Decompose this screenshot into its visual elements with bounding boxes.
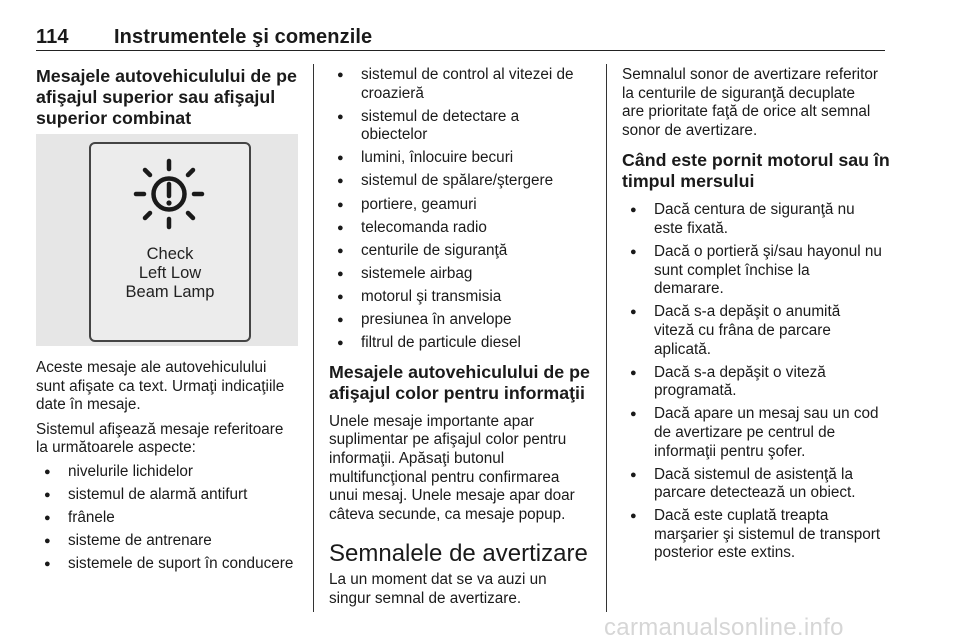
text-line: sonor de avertizare. — [622, 121, 758, 139]
heading-line: superior combinat — [36, 108, 192, 128]
list-item: ● sistemele de suport în conducere — [36, 555, 308, 574]
text-line: informaţii. Apăsaţi butonul — [329, 449, 505, 467]
paragraph — [36, 359, 308, 415]
text-line: la centurile de siguranţă decuplate — [622, 84, 856, 102]
list-item: ● telecomanda radio — [329, 219, 601, 238]
text-line: sunt complet închise la — [654, 261, 810, 279]
heading-line: timpul mersului — [622, 171, 755, 192]
list-item — [622, 303, 894, 359]
text-line: Dacă o portieră şi/sau hayonul nu — [654, 243, 882, 261]
text-line: sistemul de detectare a — [361, 107, 520, 125]
text-line: este fixată. — [654, 219, 728, 237]
list-item: ● sistemul de spălare/ştergere — [329, 172, 601, 191]
text-line: Dacă este cuplată treapta — [654, 507, 829, 525]
text-line: informaţii pentru şofer. — [654, 442, 806, 460]
text-line: date în mesaje. — [36, 396, 141, 414]
heading-line: afişajul superior sau afişajul — [36, 87, 276, 107]
heading-line: afişajul color pentru informaţii — [329, 382, 585, 403]
text-line: posterior este extins. — [654, 544, 796, 562]
column-divider-1 — [313, 64, 314, 612]
heading-line: Când este pornit motorul sau în — [622, 150, 890, 171]
header-rule — [36, 50, 885, 51]
column-2 — [329, 66, 601, 608]
paragraph — [36, 421, 308, 458]
lamp-text-line: Beam Lamp — [125, 283, 215, 301]
text-line: Sistemul afişează mesaje referitoare — [36, 420, 284, 438]
heading-line: Mesajele autovehiculului de pe — [36, 66, 297, 86]
section-heading-engine-running — [622, 150, 894, 192]
bullet-list — [622, 201, 894, 563]
list-item: ● centurile de siguranţă — [329, 242, 601, 261]
list-item — [622, 405, 894, 461]
list-item: ● filtrul de particule diesel — [329, 334, 601, 353]
column-3 — [622, 66, 894, 563]
list-item — [622, 243, 894, 299]
chapter-title: Instrumentele şi comenzile — [114, 26, 373, 48]
column-1 — [36, 66, 306, 129]
text-line: singur semnal de avertizare. — [329, 589, 522, 607]
text-line: câteva secunde, ca mesaje popup. — [329, 505, 566, 523]
text-line: Dacă s-a depăşit o viteză — [654, 363, 826, 381]
text-line: Dacă centura de siguranţă nu — [654, 201, 855, 219]
text-line: multifuncţional pentru confirmarea — [329, 468, 560, 486]
list-item: ● sisteme de antrenare — [36, 532, 308, 551]
list-item: ● lumini, înlocuire becuri — [329, 149, 601, 168]
text-line: marşarier şi sistemul de transport — [654, 525, 881, 543]
text-line: suplimentar pe afişajul color pentru — [329, 431, 567, 449]
text-line: viteză cu frâna de parcare — [654, 321, 831, 339]
text-line: La un moment dat se va auzi un — [329, 571, 547, 589]
text-line: aplicată. — [654, 340, 711, 358]
text-line: Aceste mesaje ale autovehiculului — [36, 359, 267, 376]
section-heading-hud — [36, 66, 306, 129]
text-line: sistemul de control al vitezei de — [361, 66, 574, 83]
page-number: 114 — [36, 26, 69, 48]
exterior-light-fault-icon — [119, 158, 219, 238]
lamp-text-line: Check — [146, 245, 194, 263]
section-title-warning-signals: Semnalele de avertizare — [329, 540, 588, 568]
lamp-text-line: Left Low — [138, 264, 202, 282]
text-line: Dacă sistemul de asistenţă la — [654, 465, 853, 483]
text-line: de avertizare pe centrul de — [654, 423, 836, 441]
text-line: unui mesaj. Unele mesaje apar doar — [329, 487, 575, 505]
list-item — [622, 507, 894, 563]
text-line: la următoarele aspecte: — [36, 439, 196, 457]
paragraph — [329, 571, 601, 608]
text-line: are prioritate faţă de orice alt semnal — [622, 103, 871, 121]
text-line: Dacă apare un mesaj sau un cod — [654, 405, 879, 423]
column-divider-2 — [606, 64, 607, 612]
list-item: ● motorul şi transmisia — [329, 288, 601, 307]
list-item — [622, 364, 894, 401]
text-line: Semnalul sonor de avertizare referitor — [622, 66, 878, 83]
text-line: Unele mesaje importante apar — [329, 412, 534, 430]
lamp-warning-display — [89, 142, 251, 342]
text-line: obiectelor — [361, 126, 428, 144]
bullet-list — [329, 66, 601, 353]
column-1-body — [36, 359, 308, 574]
list-item: ● frânele — [36, 509, 308, 528]
list-item — [622, 466, 894, 503]
text-line: programată. — [654, 382, 737, 400]
watermark-text: carmanualsonline.info — [604, 614, 844, 641]
heading-line: Mesajele autovehiculului de pe — [329, 361, 590, 382]
section-heading-color-display — [329, 362, 601, 404]
list-item: ● presiunea în anvelope — [329, 311, 601, 330]
list-item: ● portiere, geamuri — [329, 196, 601, 215]
paragraph — [329, 413, 601, 525]
text-line: sunt afişate ca text. Urmaţi indicaţiile — [36, 377, 285, 395]
list-item: ● nivelurile lichidelor — [36, 463, 308, 482]
page-header — [36, 26, 372, 49]
text-line: croazieră — [361, 84, 424, 102]
paragraph — [622, 66, 894, 140]
list-item: ● sistemele airbag — [329, 265, 601, 284]
list-item — [329, 66, 601, 103]
text-line: parcare detectează un obiect. — [654, 484, 856, 502]
text-line: demarare. — [654, 280, 724, 298]
list-item: ● sistemul de alarmă antifurt — [36, 486, 308, 505]
bullet-list — [36, 463, 308, 574]
list-item — [329, 108, 601, 145]
list-item — [622, 201, 894, 238]
text-line: Dacă s-a depăşit o anumită — [654, 303, 841, 321]
